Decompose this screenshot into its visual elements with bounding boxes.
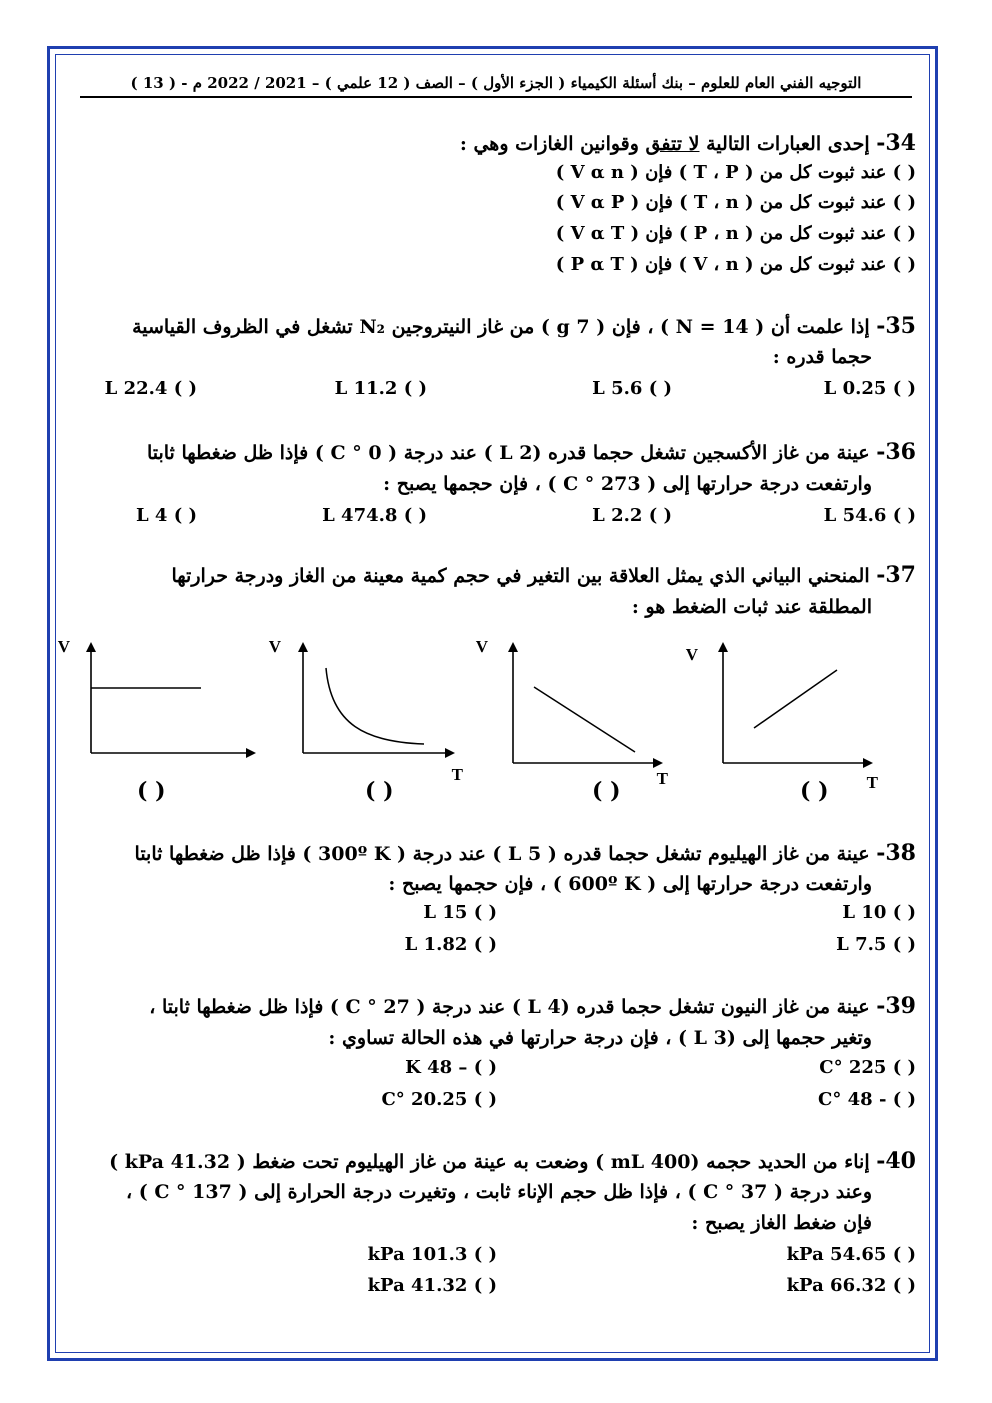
q38-number: 38- — [876, 840, 916, 866]
q34-option-2[interactable]: ( ) عند ثبوت كل من ( T ، n ) فإن ( V α P ) — [555, 192, 916, 213]
q35-option-3[interactable]: ( ) 11.2 L — [334, 378, 427, 399]
q35-option-4[interactable]: ( ) 22.4 L — [104, 378, 197, 399]
graph-inverse-curve[interactable] — [268, 630, 486, 790]
graph-inverse-t-label: T — [451, 765, 463, 784]
page-header: التوجيه الفني العام للعلوم – بنك أسئلة الكيمياء ( الجزء الأول ) – الصف ( 12 علمي ) – 2021 / 2022 م - ( 13 ) — [80, 70, 912, 98]
q34-stem — [460, 128, 916, 159]
q38-line-2: وارتفعت درجة حرارتها إلى ( 600º K ) ، فإن حجمها يصبح : — [388, 873, 872, 895]
q39-option-4[interactable]: ( ) 20.25 °C — [381, 1089, 497, 1110]
q35-text-1: إذا علمت أن ( N = 14 ) ، فإن ( 7 g ) من غاز النيتروجين N₂ تشغل في الظروف القياسية — [132, 316, 870, 338]
graph-decreasing-line[interactable] — [475, 630, 694, 790]
q36-option-3[interactable]: ( ) 474.8 L — [322, 505, 427, 526]
graph-constant-t-arrow — [246, 748, 256, 758]
graph-increasing-line[interactable] — [685, 630, 904, 795]
graph-inverse-curve — [326, 668, 424, 744]
q37-line-1 — [171, 560, 916, 591]
q34-number: 34- — [876, 130, 916, 156]
graph-inverse-v-label: V — [268, 637, 281, 656]
graph-decreasing-t-label: T — [656, 769, 668, 788]
q38-line-1 — [135, 838, 916, 869]
q38-option-1[interactable]: ( ) 10 L — [842, 902, 916, 923]
q40-option-1[interactable]: ( ) 54.65 kPa — [786, 1244, 916, 1265]
q36-line-2: وارتفعت درجة حرارتها إلى ( 273 ° C ) ، فإن حجمها يصبح : — [383, 473, 872, 495]
q39-text-1: عينة من غاز النيون تشغل حجما قدره (4 L ) عند درجة ( 27 ° C ) فإذا ظل ضغطها ثابتا ، — [149, 996, 870, 1018]
q39-option-3[interactable]: ( ) - 48 °C — [818, 1089, 916, 1110]
q39-option-2[interactable]: ( ) – 48 K — [405, 1057, 497, 1078]
graph-decreasing-answer[interactable]: ( ) — [592, 778, 621, 804]
q40-option-4[interactable]: ( ) 41.32 kPa — [367, 1275, 497, 1296]
q37-line-2: المطلقة عند ثبات الضغط هو : — [631, 596, 872, 618]
q34-stem-a: إحدى العبارات التالية — [706, 133, 870, 155]
q34-option-3[interactable]: ( ) عند ثبوت كل من ( P ، n ) فإن ( V α T ) — [555, 223, 916, 244]
graph-increasing-t-label: T — [866, 773, 878, 792]
q35-option-2[interactable]: ( ) 5.6 L — [592, 378, 672, 399]
q35-line-2: حجما قدره : — [772, 346, 872, 368]
q35-line-1 — [132, 311, 916, 342]
q36-option-1[interactable]: ( ) 54.6 L — [823, 505, 916, 526]
q36-option-4[interactable]: ( ) 4 L — [135, 505, 197, 526]
q36-line-1 — [147, 437, 916, 468]
q34-stem-b: وقوانين الغازات وهي : — [459, 133, 639, 155]
q40-line-2: وعند درجة ( 37 ° C ) ، فإذا ظل حجم الإناء ثابت ، وتغيرت درجة الحرارة إلى ( 137 ° C ) ، — [125, 1181, 872, 1203]
q38-option-4[interactable]: ( ) 1.82 L — [404, 934, 497, 955]
q34-option-1[interactable]: ( ) عند ثبوت كل من ( T ، P ) فإن ( V α n ) — [555, 162, 916, 183]
graph-increasing-answer[interactable]: ( ) — [800, 778, 829, 804]
graph-increasing-t-arrow — [863, 758, 873, 768]
q40-line-3: فإن ضغط الغاز يصبح : — [691, 1212, 872, 1234]
graph-decreasing-v-label: V — [475, 637, 488, 656]
q36-option-2[interactable]: ( ) 2.2 L — [592, 505, 672, 526]
q39-number: 39- — [876, 993, 916, 1019]
q40-option-2[interactable]: ( ) 101.3 kPa — [367, 1244, 497, 1265]
q34-option-4[interactable]: ( ) عند ثبوت كل من ( V ، n ) فإن ( P α T ) — [555, 254, 916, 275]
q39-line-1 — [149, 991, 916, 1022]
q38-option-3[interactable]: ( ) 7.5 L — [836, 934, 916, 955]
q35-option-1[interactable]: ( ) 0.25 L — [823, 378, 916, 399]
q38-option-2[interactable]: ( ) 15 L — [423, 902, 497, 923]
q36-number: 36- — [876, 439, 916, 465]
graph-constant[interactable] — [57, 630, 264, 790]
q40-line-1 — [109, 1146, 916, 1177]
q34-stem-underlined: لا تتفق — [645, 133, 700, 155]
graph-constant-answer[interactable]: ( ) — [137, 778, 166, 804]
q37-text-1: المنحني البياني الذي يمثل العلاقة بين التغير في حجم كمية معينة من الغاز ودرجة حرارتها — [171, 565, 870, 587]
q37-number: 37- — [876, 562, 916, 588]
q35-number: 35- — [876, 313, 916, 339]
graph-constant-v-label: V — [57, 637, 70, 656]
graph-inverse-answer[interactable]: ( ) — [365, 778, 394, 804]
graph-inverse-t-arrow — [445, 748, 455, 758]
graph-decreasing-t-arrow — [653, 758, 663, 768]
graph-increasing-curve — [754, 670, 837, 728]
q40-number: 40- — [876, 1148, 916, 1174]
graph-decreasing-curve — [534, 687, 635, 752]
q38-text-1: عينة من غاز الهيليوم تشغل حجما قدره ( 5 L ) عند درجة ( 300º K ) فإذا ظل ضغطها ثابتا — [134, 843, 870, 865]
q40-option-3[interactable]: ( ) 66.32 kPa — [786, 1275, 916, 1296]
q40-text-1: إناء من الحديد حجمه (400 mL ) وضعت به عينة من غاز الهيليوم تحت ضغط ( 41.32 kPa ) — [109, 1151, 870, 1173]
q39-line-2: وتغير حجمها إلى (3 L ) ، فإن درجة حرارتها في هذه الحالة تساوي : — [328, 1027, 872, 1049]
graph-increasing-v-label: V — [685, 645, 698, 664]
q36-text-1: عينة من غاز الأكسجين تشغل حجما قدره (2 L ) عند درجة ( 0 ° C ) فإذا ظل ضغطها ثابتا — [146, 442, 870, 464]
q39-option-1[interactable]: ( ) 225 °C — [819, 1057, 916, 1078]
